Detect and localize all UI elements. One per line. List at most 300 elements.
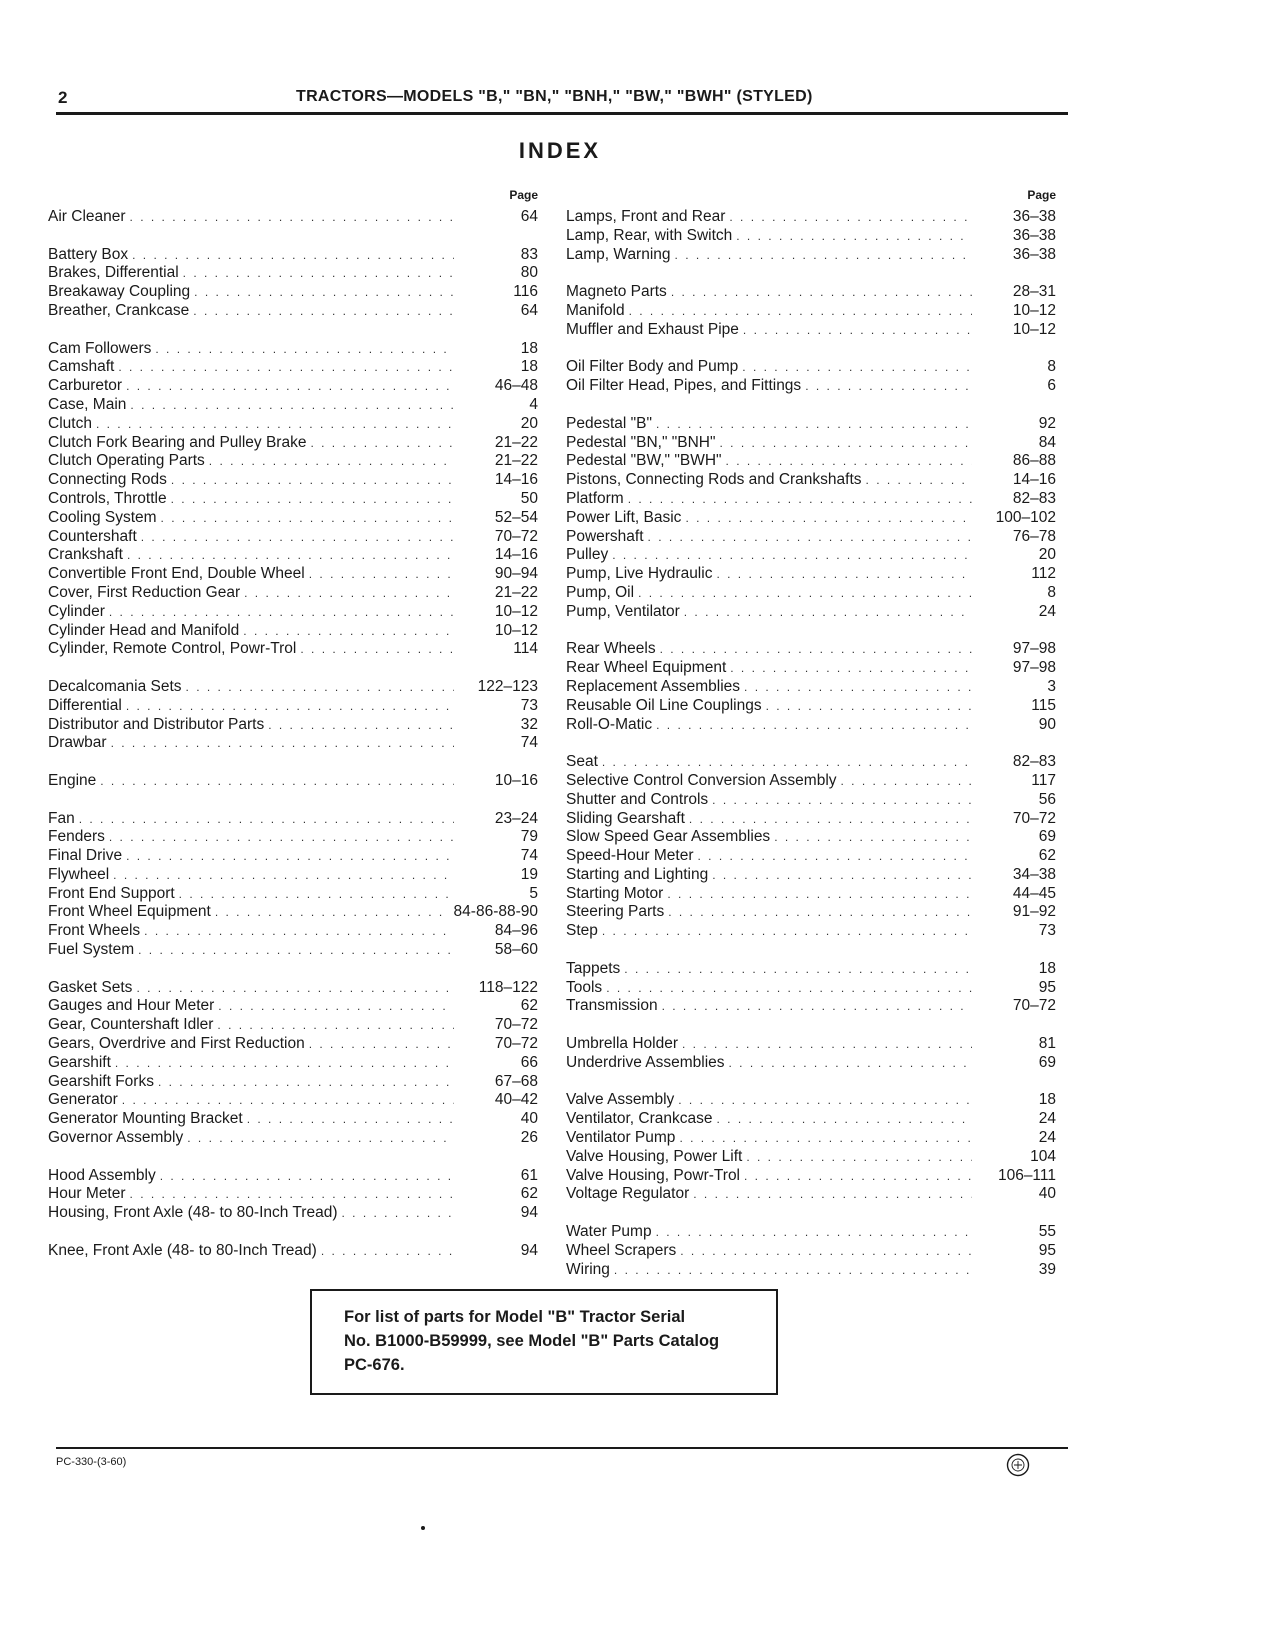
entry-label: Gear, Countershaft Idler [48,1016,214,1034]
dot-leader [729,208,972,227]
index-title: INDEX [518,138,602,163]
entry-page: 104 [1030,1147,1056,1165]
entry-label: Pulley [566,546,609,564]
entry-page: 36–38 [1012,245,1056,263]
entry-label: Hood Assembly [48,1166,156,1184]
note-line: For list of parts for Model "B" Tractor Serial [344,1308,686,1326]
entry-label: Muffler and Exhaust Pipe [566,320,739,338]
entry-page: 64 [520,301,538,319]
entry-label: Front End Support [48,884,175,902]
dot-leader [606,979,972,998]
index-entry [48,979,538,998]
dot-leader [726,452,972,471]
entry-page: 97–98 [1012,640,1056,658]
entry-page: 18 [1038,959,1056,977]
index-entry [566,227,1056,246]
dot-leader [805,377,972,396]
dot-leader [766,697,972,716]
entry-label: Cooling System [48,508,157,526]
dot-leader [187,1129,454,1148]
note-line: PC-676. [344,1356,405,1374]
index-entry [566,960,1056,979]
dot-leader [680,1242,972,1261]
dot-leader [186,678,454,697]
entry-label: Powershaft [566,527,644,545]
entry-page: 8 [1047,358,1056,376]
dot-leader [122,1091,454,1110]
dot-leader [300,640,454,659]
entry-label: Fenders [48,828,105,846]
entry-page: 84–96 [494,922,538,940]
page-column-header: Page [509,188,538,202]
dot-leader [684,603,972,622]
note-box [310,1289,778,1395]
entry-page: 40–42 [494,1091,538,1109]
dot-leader [628,490,972,509]
entry-page: 8 [1047,583,1056,601]
entry-label: Roll-O-Matic [566,715,653,733]
index-entry [566,1148,1056,1167]
dot-leader [712,866,972,885]
index-entry [566,997,1056,1016]
entry-page: 70–72 [1012,809,1056,827]
entry-label: Clutch [48,414,92,432]
entry-page: 118–122 [478,978,538,996]
dot-leader [866,471,972,490]
entry-label: Differential [48,696,122,714]
note-line: No. B1000-B59999, see Model "B" Parts Catalog [344,1332,720,1350]
index-entry [48,697,538,716]
entry-page: 82–83 [1012,753,1056,771]
dot-leader [656,415,972,434]
entry-page: 74 [520,734,538,752]
index-entry [48,828,538,847]
dot-leader [689,810,972,829]
index-entry [566,208,1056,227]
dot-leader [678,1091,972,1110]
dot-leader [100,772,454,791]
entry-label: Flywheel [48,865,110,883]
entry-page: 10–12 [1012,301,1056,319]
entry-page: 79 [520,828,538,846]
dot-leader [746,1148,972,1167]
dot-leader [130,396,454,415]
index-entry [48,1035,538,1054]
entry-label: Gearshift [48,1053,111,1071]
dot-leader [668,903,972,922]
entry-page: 84-86-88-90 [453,903,538,921]
index-entry [566,1035,1056,1054]
entry-page: 82–83 [1012,489,1056,507]
index-entry [566,640,1056,659]
entry-label: Gearshift Forks [48,1072,154,1090]
entry-label: Cylinder, Remote Control, Powr-Trol [48,640,297,658]
footer-rule [56,1447,1068,1449]
dot-leader [193,302,454,321]
entry-label: Starting Motor [566,884,664,902]
entry-page: 70–72 [1012,997,1056,1015]
dot-leader [309,565,454,584]
dot-leader [602,922,972,941]
entry-page: 56 [1038,790,1056,808]
dot-leader [268,716,454,735]
page-number: 2 [58,88,68,107]
dot-leader [160,1167,454,1186]
entry-label: Steering Parts [566,903,665,921]
dot-leader [244,584,454,603]
entry-label: Pump, Oil [566,583,635,601]
index-entry [48,603,538,622]
index-entry [48,396,538,415]
entry-label: Pedestal "BW," "BWH" [566,452,722,470]
entry-label: Gears, Overdrive and First Reduction [48,1035,305,1053]
entry-page: 117 [1031,771,1056,789]
entry-page: 4 [529,395,538,413]
index-entry [566,678,1056,697]
entry-label: Knee, Front Axle (48- to 80-Inch Tread) [48,1241,317,1259]
union-label-seal-icon [1006,1453,1030,1477]
entry-label: Pedestal "B" [566,414,652,432]
index-entry [566,753,1056,772]
index-entry [48,903,538,922]
entry-page: 74 [520,847,538,865]
index-entry [566,922,1056,941]
index-entry [48,434,538,453]
dot-leader [682,1035,972,1054]
dot-leader [730,659,972,678]
dot-leader [679,1129,972,1148]
entry-label: Fuel System [48,941,135,959]
index-entry [566,377,1056,396]
dot-leader [841,772,972,791]
entry-label: Magneto Parts [566,283,667,301]
entry-page: 21–22 [494,433,538,451]
entry-label: Housing, Front Axle (48- to 80-Inch Tread) [48,1204,338,1222]
entry-label: Camshaft [48,358,115,376]
entry-page: 36–38 [1012,208,1056,225]
index-list-right [566,208,1056,1279]
dot-leader [638,584,972,603]
dot-leader [729,1054,972,1073]
entry-page: 70–72 [494,1016,538,1034]
entry-label: Underdrive Assemblies [566,1053,725,1071]
dot-leader [685,509,972,528]
dot-leader [671,283,972,302]
dot-leader [656,716,972,735]
entry-page: 73 [1038,922,1056,940]
entry-label: Slow Speed Gear Assemblies [566,828,771,846]
entry-label: Shutter and Controls [566,790,709,808]
index-entry [48,1091,538,1110]
dot-leader [158,1073,454,1092]
dot-leader [138,941,454,960]
index-entry [566,246,1056,265]
entry-label: Clutch Fork Bearing and Pulley Brake [48,433,307,451]
index-entry [48,415,538,434]
entry-label: Lamp, Rear, with Switch [566,226,733,244]
dot-leader [660,640,972,659]
index-entry [566,1110,1056,1129]
dot-leader [126,377,454,396]
index-entry [566,452,1056,471]
entry-label: Clutch Operating Parts [48,452,205,470]
entry-page: 81 [1038,1035,1056,1053]
entry-label: Gasket Sets [48,978,133,996]
entry-page: 91–92 [1012,903,1056,921]
dot-leader [141,528,454,547]
index-entry [48,1242,538,1261]
index-entry [566,471,1056,490]
entry-label: Platform [566,489,624,507]
entry-label: Distributor and Distributor Parts [48,715,265,733]
header-rule [56,112,1068,115]
dot-leader [115,1054,454,1073]
entry-page: 100–102 [995,508,1056,526]
entry-label: Voltage Regulator [566,1185,690,1203]
dot-leader [648,528,972,547]
index-entry [48,246,538,265]
index-entry [566,434,1056,453]
entry-page: 116 [513,283,538,301]
entry-page: 114 [513,640,538,658]
entry-label: Reusable Oil Line Couplings [566,696,762,714]
entry-page: 24 [1038,1129,1056,1147]
dot-leader [79,810,454,829]
entry-page: 94 [520,1241,538,1259]
index-entry [566,1242,1056,1261]
entry-label: Umbrella Holder [566,1035,678,1053]
entry-page: 95 [1038,1241,1056,1259]
dot-leader [629,302,972,321]
index-entry [48,1167,538,1186]
entry-label: Fan [48,809,75,827]
dot-leader [774,828,972,847]
dot-leader [744,1167,972,1186]
entry-page: 14–16 [494,471,538,489]
entry-page: 52–54 [494,508,538,526]
index-entry [566,584,1056,603]
dot-leader [96,415,454,434]
entry-label: Water Pump [566,1223,652,1241]
entry-label: Carburetor [48,377,123,395]
entry-label: Gauges and Hour Meter [48,997,215,1015]
entry-page: 36–38 [1012,226,1056,244]
index-entry [566,885,1056,904]
entry-label: Cam Followers [48,339,152,357]
entry-page: 92 [1038,414,1056,432]
entry-label: Manifold [566,301,625,319]
index-entry [566,866,1056,885]
entry-label: Hour Meter [48,1185,126,1203]
dot-leader [742,358,972,377]
dot-leader [209,452,454,471]
entry-label: Replacement Assemblies [566,677,741,695]
entry-page: 46–48 [494,377,538,395]
dot-leader [736,227,972,246]
entry-page: 19 [520,865,538,883]
entry-page: 10–12 [1012,320,1056,338]
index-entry [48,377,538,396]
dot-leader [136,979,454,998]
index-entry [566,358,1056,377]
entry-page: 28–31 [1012,283,1056,301]
entry-label: Controls, Throttle [48,489,167,507]
entry-page: 34–38 [1012,865,1056,883]
dot-leader [712,791,972,810]
entry-page: 58–60 [494,941,538,959]
entry-label: Pistons, Connecting Rods and Crankshafts [566,471,862,489]
entry-page: 73 [520,696,538,714]
index-entry [48,528,538,547]
entry-label: Ventilator Pump [566,1129,676,1147]
dot-leader [656,1223,972,1242]
entry-page: 80 [520,264,538,282]
dot-leader [217,1016,454,1035]
entry-label: Selective Control Conversion Assembly [566,771,837,789]
dot-leader [130,208,454,227]
dot-leader [744,678,972,697]
index-entry [48,1129,538,1148]
entry-page: 5 [529,884,538,902]
dot-leader [194,283,454,302]
entry-page: 32 [520,715,538,733]
index-entry [566,772,1056,791]
index-entry [566,810,1056,829]
entry-page: 76–78 [1012,527,1056,545]
index-entry [48,1073,538,1092]
dot-leader [667,885,972,904]
index-entry [566,828,1056,847]
index-entry [48,866,538,885]
dot-leader [113,866,454,885]
dot-leader [698,847,972,866]
entry-label: Decalcomania Sets [48,677,182,695]
index-entry [566,302,1056,321]
index-entry [48,1054,538,1073]
entry-label: Battery Box [48,245,129,263]
entry-page: 95 [1038,978,1056,996]
index-entry [566,847,1056,866]
index-entry [48,1204,538,1223]
entry-label: Case, Main [48,395,127,413]
entry-label: Brakes, Differential [48,264,179,282]
index-entry [48,810,538,829]
entry-page: 97–98 [1012,659,1056,677]
index-entry [566,565,1056,584]
entry-label: Transmission [566,997,658,1015]
entry-page: 18 [520,358,538,376]
dot-leader [161,509,454,528]
entry-page: 44–45 [1012,884,1056,902]
entry-label: Cylinder Head and Manifold [48,621,240,639]
entry-page: 50 [520,489,538,507]
dot-leader [109,828,454,847]
dot-leader [321,1242,454,1261]
entry-page: 24 [1038,602,1056,620]
entry-label: Rear Wheel Equipment [566,659,727,677]
entry-page: 10–12 [494,602,538,620]
entry-label: Crankshaft [48,546,123,564]
entry-label: Connecting Rods [48,471,167,489]
entry-page: 62 [1038,847,1056,865]
index-entry [566,603,1056,622]
entry-page: 122–123 [477,677,538,695]
entry-page: 20 [1038,546,1056,564]
entry-page: 62 [520,1185,538,1203]
entry-label: Wiring [566,1260,610,1278]
entry-label: Valve Assembly [566,1091,675,1109]
page-header [58,88,1068,110]
entry-page: 115 [1031,696,1056,714]
index-entry [48,340,538,359]
index-entry [48,640,538,659]
dot-leader [675,246,972,265]
page-column-header: Page [1027,188,1056,202]
entry-page: 86–88 [1012,452,1056,470]
entry-label: Air Cleaner [48,208,126,225]
entry-page: 14–16 [494,546,538,564]
entry-label: Wheel Scrapers [566,1241,677,1259]
entry-page: 21–22 [494,452,538,470]
entry-page: 10–16 [494,771,538,789]
index-entry [48,678,538,697]
entry-page: 40 [1038,1185,1056,1203]
entry-page: 106–111 [997,1166,1056,1184]
entry-label: Valve Housing, Powr-Trol [566,1166,741,1184]
index-entry [48,565,538,584]
index-entry [48,772,538,791]
index-entry [566,1129,1056,1148]
entry-label: Valve Housing, Power Lift [566,1147,743,1165]
entry-page: 90 [1038,715,1056,733]
entry-page: 69 [1038,1053,1056,1071]
index-entry [566,1167,1056,1186]
index-entry [48,264,538,283]
entry-label: Oil Filter Body and Pump [566,358,739,376]
entry-label: Rear Wheels [566,640,656,658]
index-entry [48,452,538,471]
dot-leader [144,922,454,941]
entry-page: 70–72 [494,527,538,545]
entry-page: 66 [520,1053,538,1071]
index-entry [48,1110,538,1129]
entry-label: Pump, Live Hydraulic [566,565,713,583]
dot-leader [341,1204,454,1223]
dot-leader [118,358,454,377]
index-entry [48,847,538,866]
entry-page: 69 [1038,828,1056,846]
index-entry [48,716,538,735]
dot-leader [720,434,972,453]
dot-leader [602,753,972,772]
dot-leader [614,1261,972,1280]
dot-leader [215,903,450,922]
entry-label: Breakaway Coupling [48,283,191,301]
entry-label: Pump, Ventilator [566,602,680,620]
entry-page: 55 [1038,1223,1056,1241]
entry-page: 39 [1038,1260,1056,1278]
index-entry [48,997,538,1016]
dot-leader [218,997,454,1016]
dot-leader [109,603,454,622]
dot-leader [171,471,454,490]
entry-label: Starting and Lighting [566,865,709,883]
dot-leader [716,565,972,584]
entry-page: 10–12 [494,621,538,639]
entry-label: Drawbar [48,734,107,752]
footer-code: PC-330-(3-60) [56,1456,127,1468]
entry-label: Breather, Crankcase [48,301,190,319]
